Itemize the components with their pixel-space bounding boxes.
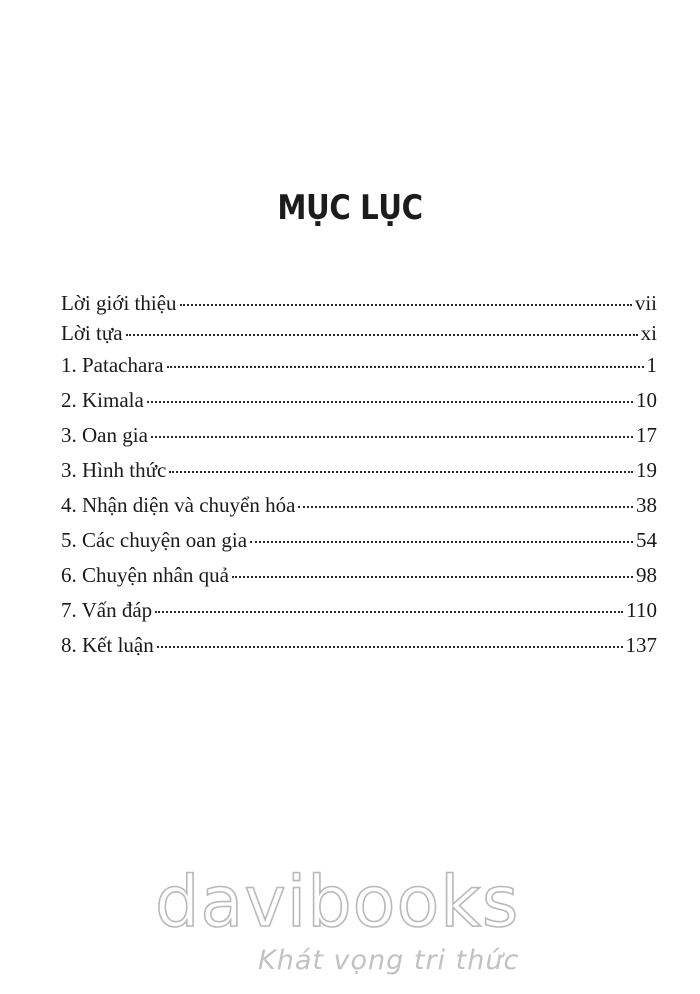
toc-dot-leader: [157, 646, 623, 648]
toc-entry-label: Lời tựa: [61, 321, 123, 345]
watermark: [0, 862, 700, 994]
toc-entry: [61, 628, 657, 663]
toc-dot-leader: [126, 334, 638, 336]
toc-entry-page: 137: [625, 633, 657, 657]
table-of-contents: [61, 288, 657, 663]
toc-entry-page: vii: [634, 291, 657, 315]
toc-dot-leader: [169, 471, 633, 473]
toc-entry: [61, 318, 657, 348]
toc-entry-label: 3. Oan gia: [61, 423, 148, 447]
watermark-tagline: Khát vọng tri thức: [258, 945, 520, 976]
toc-entry-label: 5. Các chuyện oan gia: [61, 528, 248, 552]
toc-entry: [61, 418, 657, 453]
toc-entry-label: Lời giới thiệu: [61, 291, 177, 315]
toc-entry-page: 98: [636, 563, 657, 587]
toc-entry-label: 3. Hình thức: [61, 458, 167, 482]
toc-dot-leader: [155, 611, 623, 613]
toc-dot-leader: [232, 576, 633, 578]
toc-entry: [61, 558, 657, 593]
toc-entry-label: 8. Kết luận: [61, 633, 154, 657]
toc-entry-label: 1. Patachara: [61, 353, 164, 377]
toc-entry-label: 2. Kimala: [61, 388, 144, 412]
toc-entry: [61, 488, 657, 523]
toc-dot-leader: [298, 506, 633, 508]
toc-entry-page: 110: [626, 598, 657, 622]
toc-entry: [61, 348, 657, 383]
toc-dot-leader: [151, 436, 633, 438]
toc-entry-page: 10: [636, 388, 657, 412]
toc-dot-leader: [167, 366, 644, 368]
toc-entry-page: 1: [646, 353, 657, 377]
toc-entry-label: 4. Nhận diện và chuyển hóa: [61, 493, 296, 517]
toc-entry: [61, 383, 657, 418]
toc-entry-label: 7. Vấn đáp: [61, 598, 153, 622]
toc-entry-page: 38: [636, 493, 657, 517]
toc-dot-leader: [250, 541, 633, 543]
toc-entry: [61, 593, 657, 628]
toc-entry: [61, 288, 657, 318]
toc-entry-page: 54: [636, 528, 657, 552]
watermark-brand: davibooks: [155, 861, 520, 943]
toc-entry-page: 19: [636, 458, 657, 482]
toc-entry-label: 6. Chuyện nhân quả: [61, 563, 229, 587]
toc-dot-leader: [180, 304, 632, 306]
toc-dot-leader: [147, 401, 633, 403]
toc-entry: [61, 453, 657, 488]
toc-entry-page: xi: [640, 321, 657, 345]
toc-entry-page: 17: [636, 423, 657, 447]
page-title: MỤC LỤC: [277, 188, 423, 228]
toc-entry: [61, 523, 657, 558]
